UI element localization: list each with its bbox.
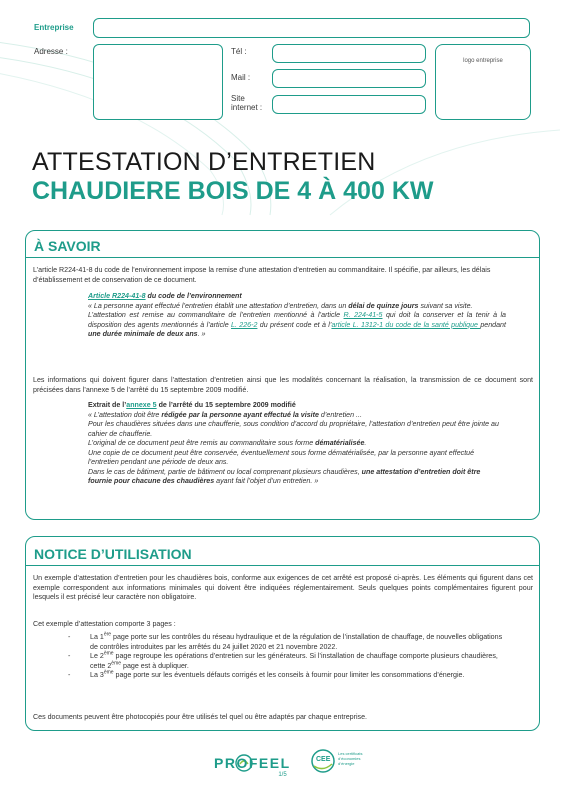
logo-placeholder[interactable] bbox=[435, 44, 531, 120]
extract-a: Extrait de l’ bbox=[88, 401, 127, 409]
b2-sup2: ème bbox=[111, 660, 122, 667]
bullet-page3 bbox=[68, 671, 508, 681]
b2-post: page est à dupliquer. bbox=[121, 661, 189, 670]
quote2-e: une durée minimale de deux ans bbox=[88, 330, 198, 338]
notice-p3: Ces documents peuvent être photocopiés pour être utilisés tel quel ou être adaptés par chaque entreprise. bbox=[33, 713, 368, 721]
b1-sup: ère bbox=[103, 631, 112, 638]
b1-pre: La 1 bbox=[90, 633, 104, 641]
mail-label: Mail : bbox=[231, 73, 251, 82]
link-r224-41-5[interactable]: R. 224-41-5 bbox=[343, 311, 383, 319]
extract-block bbox=[88, 401, 506, 487]
logo-label: logo entreprise bbox=[463, 58, 503, 64]
page-title: ATTESTATION D’ENTRETIEN bbox=[32, 148, 376, 176]
cee-text: Les certificats d’économies d’énergie bbox=[338, 751, 363, 766]
q5-c: . bbox=[364, 439, 367, 447]
quote2-c: du présent code et à l’ bbox=[257, 320, 332, 329]
tel-label: Tél : bbox=[231, 47, 247, 56]
site-field[interactable] bbox=[272, 95, 426, 114]
quote2-d: pendant bbox=[480, 320, 506, 329]
notice-p2: Cet exemple d’attestation comporte 3 pages : bbox=[33, 620, 176, 628]
quote2-b: qui doit la conserver et la tenir à la disposition des agents mentionnés à l’article bbox=[88, 311, 507, 329]
notice-divider bbox=[26, 565, 539, 566]
savoir-heading: À SAVOIR bbox=[34, 238, 101, 254]
b2-pre: Le 2 bbox=[90, 652, 104, 660]
q4: Pour les chaudières situées dans une chaufferie, sous condition d’accord du propriétaire, l’attestation d’entretien peut être jointe au cahier de chaufferie. bbox=[88, 420, 499, 438]
quote1-a: « La personne ayant effectué l’entretien établit une attestation d’entretien, dans un bbox=[88, 301, 349, 310]
article-link[interactable]: Article R224-41-8 bbox=[88, 292, 146, 300]
bullet-page2 bbox=[68, 652, 508, 671]
dash: - bbox=[68, 633, 71, 641]
q7-b: une attestation d’entretien doit être fournie pour chacune des chaudières bbox=[88, 467, 481, 485]
adresse-label: Adresse : bbox=[34, 47, 68, 56]
q5-a: L’original de ce document peut être remis au commanditaire sous forme bbox=[88, 439, 316, 447]
q5-b: dématérialisée bbox=[315, 439, 365, 447]
cee-badge-text: CEE bbox=[316, 756, 331, 763]
savoir-intro: L’article R224-41-8 du code de l’environnement impose la remise d’une attestation d’entretien au commanditaire. Il spécifie, par ailleurs, les délais d’établissement et de conservation de ce document. bbox=[33, 266, 491, 284]
q7-c: ayant fait l’objet d’un entretien. » bbox=[214, 477, 319, 485]
q3-b: rédigée par la personne ayant effectué la visite bbox=[161, 410, 319, 419]
article-block bbox=[88, 292, 506, 340]
notice-heading: NOTICE D’UTILISATION bbox=[34, 546, 192, 562]
quote1-c: suivant sa visite. bbox=[418, 301, 473, 310]
savoir-middle: Les informations qui doivent figurer dans l’attestation d’entretien ainsi que les modalités concernant la réalisation, la transmission de ce document sont précisées dans l’annexe 5 de l’arrêté du 15 septembre 2009 modifié. bbox=[33, 376, 533, 394]
dash: - bbox=[68, 652, 71, 660]
page-number: 1/5 bbox=[278, 772, 287, 778]
link-l226-2[interactable]: L. 226-2 bbox=[231, 320, 258, 329]
link-l1312-1[interactable]: article L. 1312-1 du code de la santé publique bbox=[331, 320, 481, 329]
quote1-b: délai de quinze jours bbox=[348, 301, 419, 310]
notice-bullets bbox=[68, 633, 508, 681]
bullet-page1 bbox=[68, 633, 508, 652]
article-title-rest: du code de l’environnement bbox=[145, 292, 242, 300]
profeel-text: PROFEEL bbox=[214, 755, 291, 771]
b1-post: page porte sur les contrôles du réseau hydraulique et de la régulation de l’installation de chauffage, de nouvelles obligations de contrôles introduites par les arrêtés du 24 juillet 2020 et 21 novembre 2022. bbox=[90, 633, 503, 651]
b3-sup: ème bbox=[103, 669, 114, 676]
notice-card bbox=[25, 536, 540, 731]
savoir-card bbox=[25, 230, 540, 520]
site-label: Site internet : bbox=[231, 94, 263, 112]
extract-b: de l’arrêté du 15 septembre 2009 modifié bbox=[156, 401, 296, 409]
b3-post: page porte sur les éventuels défauts corrigés et les conseils à fournir pour limiter les consommations d’énergie. bbox=[113, 671, 465, 679]
notice-p1: Un exemple d’attestation d’entretien pour les chaudières bois, conforme aux exigences de cet arrêté est proposé ci-après. Les éléments qui figurent dans cet exemple correspondent aux informations minimales qui doivent être indiquées réglementairement. Seuls quelques points complémentaires figurent pour lesquels il est précisé leur caractère non obligatoire. bbox=[33, 574, 533, 601]
entreprise-label: Entreprise bbox=[34, 23, 74, 32]
tel-field[interactable] bbox=[272, 44, 426, 63]
q6: Une copie de ce document peut être conservée, éventuellement sous forme dématérialisée, par la personne ayant effectué l’entretien pendant une période de deux ans. bbox=[88, 448, 475, 466]
q7-a: Dans le cas de bâtiment, partie de bâtiment ou local comprenant plusieurs chaudières, bbox=[88, 467, 362, 476]
quote2-a: L’attestation est remise au commanditaire de l’entretien mentionné à l’article bbox=[88, 311, 344, 319]
adresse-field[interactable] bbox=[93, 44, 223, 120]
q3-c: d’entretien ... bbox=[318, 410, 362, 419]
mail-field[interactable] bbox=[272, 69, 426, 88]
annexe5-link[interactable]: annexe 5 bbox=[126, 401, 157, 409]
q3-a: « L’attestation doit être bbox=[88, 410, 162, 419]
cee-logo bbox=[310, 748, 370, 774]
b2-mid: page regroupe les opérations d’entretien sur les générateurs. Si l’installation de chauffage comporte plusieurs chaudières, cette 2 bbox=[90, 652, 498, 670]
b3-pre: La 3 bbox=[90, 671, 104, 679]
page-subtitle: CHAUDIERE BOIS DE 4 À 400 KW bbox=[32, 177, 434, 205]
quote2-f: . » bbox=[197, 330, 206, 338]
b2-sup: ème bbox=[103, 650, 114, 657]
dash: - bbox=[68, 671, 71, 679]
entreprise-field[interactable] bbox=[93, 18, 530, 38]
savoir-divider bbox=[26, 257, 539, 258]
